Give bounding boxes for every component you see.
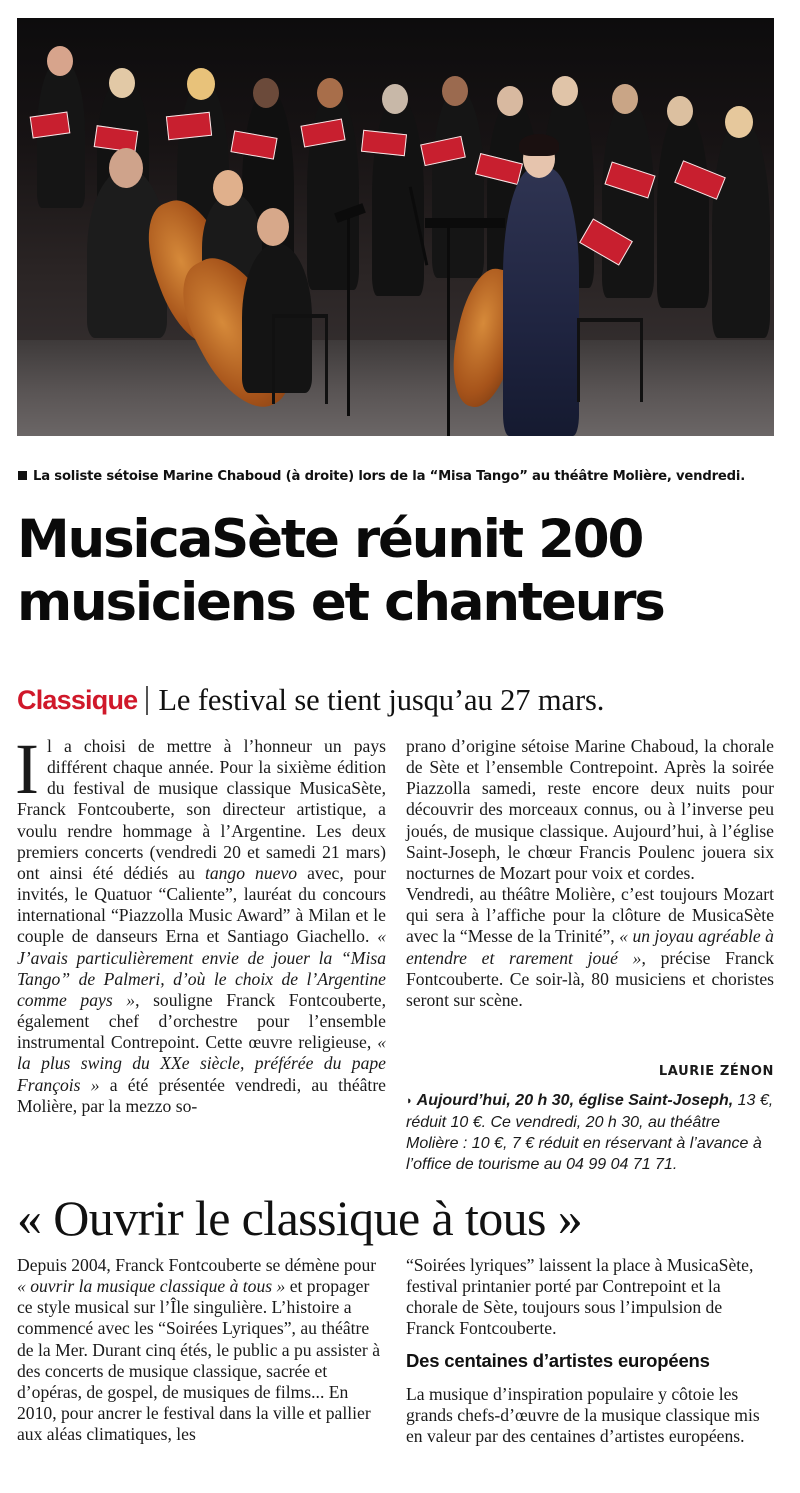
kicker-divider [146, 686, 148, 715]
box-subheading: Des centaines d’artistes européens [406, 1349, 710, 1371]
concert-photo [17, 18, 774, 436]
musician-head [109, 148, 143, 188]
box-title: « Ouvrir le classique à tous » [17, 1190, 583, 1246]
choir-singer-head [253, 78, 279, 108]
box-text: et propager ce style musical sur l’Île singulière. L’histoire a commencé avec les “Soirées Lyriques”, au théâtre de la Mer. Durant cinq étés, le public a pu assister à des concerts de musique classique, sacrée et d’opéras, de gospel, de musiques de films... En 2010, pour ancrer le festival dans la ville et pallier aux aléas climatiques, les [17, 1276, 380, 1445]
choir-singer [372, 96, 424, 296]
article-paragraph [406, 884, 774, 1011]
article-text: avec, pour invités, le Quatuor “Caliente”, lauréat du concours international “Piazzolla Music Award” à Milan et le couple de danseurs Erna et Santiago Giachello. [17, 862, 387, 947]
article-quote: « la plus swing du XXe siècle, préférée du pape François » [17, 1032, 386, 1095]
caption-text: La soliste sétoise Marine Chaboud (à droite) lors de la “Misa Tango” au théâtre Molière, vendredi. [33, 469, 746, 484]
headline-line-2: musiciens et chanteurs [17, 572, 664, 633]
choir-singer-head [442, 76, 468, 106]
choir-singer-head [497, 86, 523, 116]
drop-cap: I [15, 729, 39, 809]
stage-floor [17, 340, 774, 436]
triangle-bullet-icon: ◗ [406, 1095, 413, 1107]
article-column-2 [406, 736, 774, 1011]
choir-singer-head [109, 68, 135, 98]
article-italic: tango nuevo [204, 862, 298, 883]
category-label: Classique [17, 685, 138, 715]
choir-singer-head [725, 106, 753, 138]
box-text: Depuis 2004, Franck Fontcouberte se démène pour [17, 1255, 377, 1275]
article-paragraph: prano d’origine sétoise Marine Chaboud, la chorale de Sète et l’ensemble Contrepoint. Après la soirée Piazzolla samedi, reste encore deux nuits pour découvrir des morceaux connus, ou à l’inverse peu joués, de musique classique. Aujourd’hui, à l’église Saint-Joseph, le chœur Francis Poulenc jouera six nocturnes de Mozart pour voix et cordes. [406, 736, 774, 883]
article-text: , souligne Franck Fontcouberte, également chef d’orchestre pour l’ensemble instrumental Contrepoint. Cette œuvre religieuse, [17, 989, 386, 1053]
choir-singer [712, 118, 770, 338]
article-text: l a choisi de mettre à l’honneur un pays différent chaque année. Pour la sixième édition du festival de musique classique MusicaSète, Franck Fontcouberte, son directeur artistique, a voulu rendre hommage à l’Argentine. Les deux premiers concerts (vendredi 20 et samedi 21 mars) ont ainsi été dédiés au [17, 736, 386, 883]
box-paragraph: La musique d’inspiration populaire y côtoie les grands chefs-d’œuvre de la musique classique mis en valeur par des centaines d’artistes européens. [406, 1383, 760, 1446]
choir-singer-head [382, 84, 408, 114]
choir-singer-head [317, 78, 343, 108]
soloist-hair [519, 134, 559, 156]
photo-caption [18, 469, 780, 493]
score-folder [166, 112, 212, 140]
chair [577, 318, 643, 402]
choir-singer [432, 88, 484, 278]
article-column-1 [15, 729, 387, 1117]
article-quote: « J’avais particulièrement envie de jouer la “Misa Tango” de Palmeri, d’où le choix de l’Argentine comme pays » [17, 926, 386, 1010]
article-text: Vendredi, au théâtre Molière, c’est toujours Mozart qui sera à l’affiche pour la clôture de MusicaSète avec la “Messe de la Trinité”, [406, 884, 774, 947]
subtitle: Le festival se tient jusqu’au 27 mars. [158, 683, 605, 717]
box-column-2 [406, 1255, 774, 1447]
choir-singer-head [47, 46, 73, 76]
practical-info [406, 1090, 774, 1175]
chair [272, 314, 328, 404]
article-text: a été présentée vendredi, au théâtre Molière, par la mezzo so- [17, 1074, 386, 1116]
article-quote: « un joyau agréable à entendre et rarement joué » [406, 926, 774, 968]
score-folder [361, 130, 407, 156]
headline [17, 508, 787, 634]
article-text: , précise Franck Fontcouberte. Ce soir-là, 80 musiciens et choristes seront sur scène. [406, 947, 775, 1010]
author-byline: LAURIE ZÉNON [658, 1064, 774, 1079]
choir-singer [657, 108, 709, 308]
caption-bullet-icon [18, 471, 27, 480]
choir-singer-head [667, 96, 693, 126]
cellist-head [257, 208, 289, 246]
headline-line-1: MusicaSète réunit 200 [17, 509, 643, 570]
box-column-1 [17, 1255, 382, 1445]
choir-singer-head [612, 84, 638, 114]
music-stand [447, 226, 450, 436]
kicker [17, 683, 787, 723]
box-paragraph: “Soirées lyriques” laissent la place à MusicaSète, festival printanier porté par Contrepoint et la chorale de Sète, toujours sous l’impulsion de Franck Fontcouberte. [406, 1255, 754, 1339]
choir-singer-head [187, 68, 215, 100]
music-stand-top [425, 218, 505, 228]
info-highlight: Aujourd’hui, 20 h 30, église Saint-Joseph, [416, 1092, 734, 1109]
music-stand [347, 216, 350, 416]
box-quote: « ouvrir la musique classique à tous » [17, 1276, 286, 1297]
info-text: 13 €, réduit 10 €. Ce vendredi, 20 h 30, au théâtre Molière : 10 €, 7 € réduit en réservant à l’avance à l’office de tourisme au 04 99 04 71 71. [406, 1092, 774, 1173]
choir-singer-head [552, 76, 578, 106]
cellist-head [213, 170, 243, 206]
soloist-gown [503, 168, 579, 436]
